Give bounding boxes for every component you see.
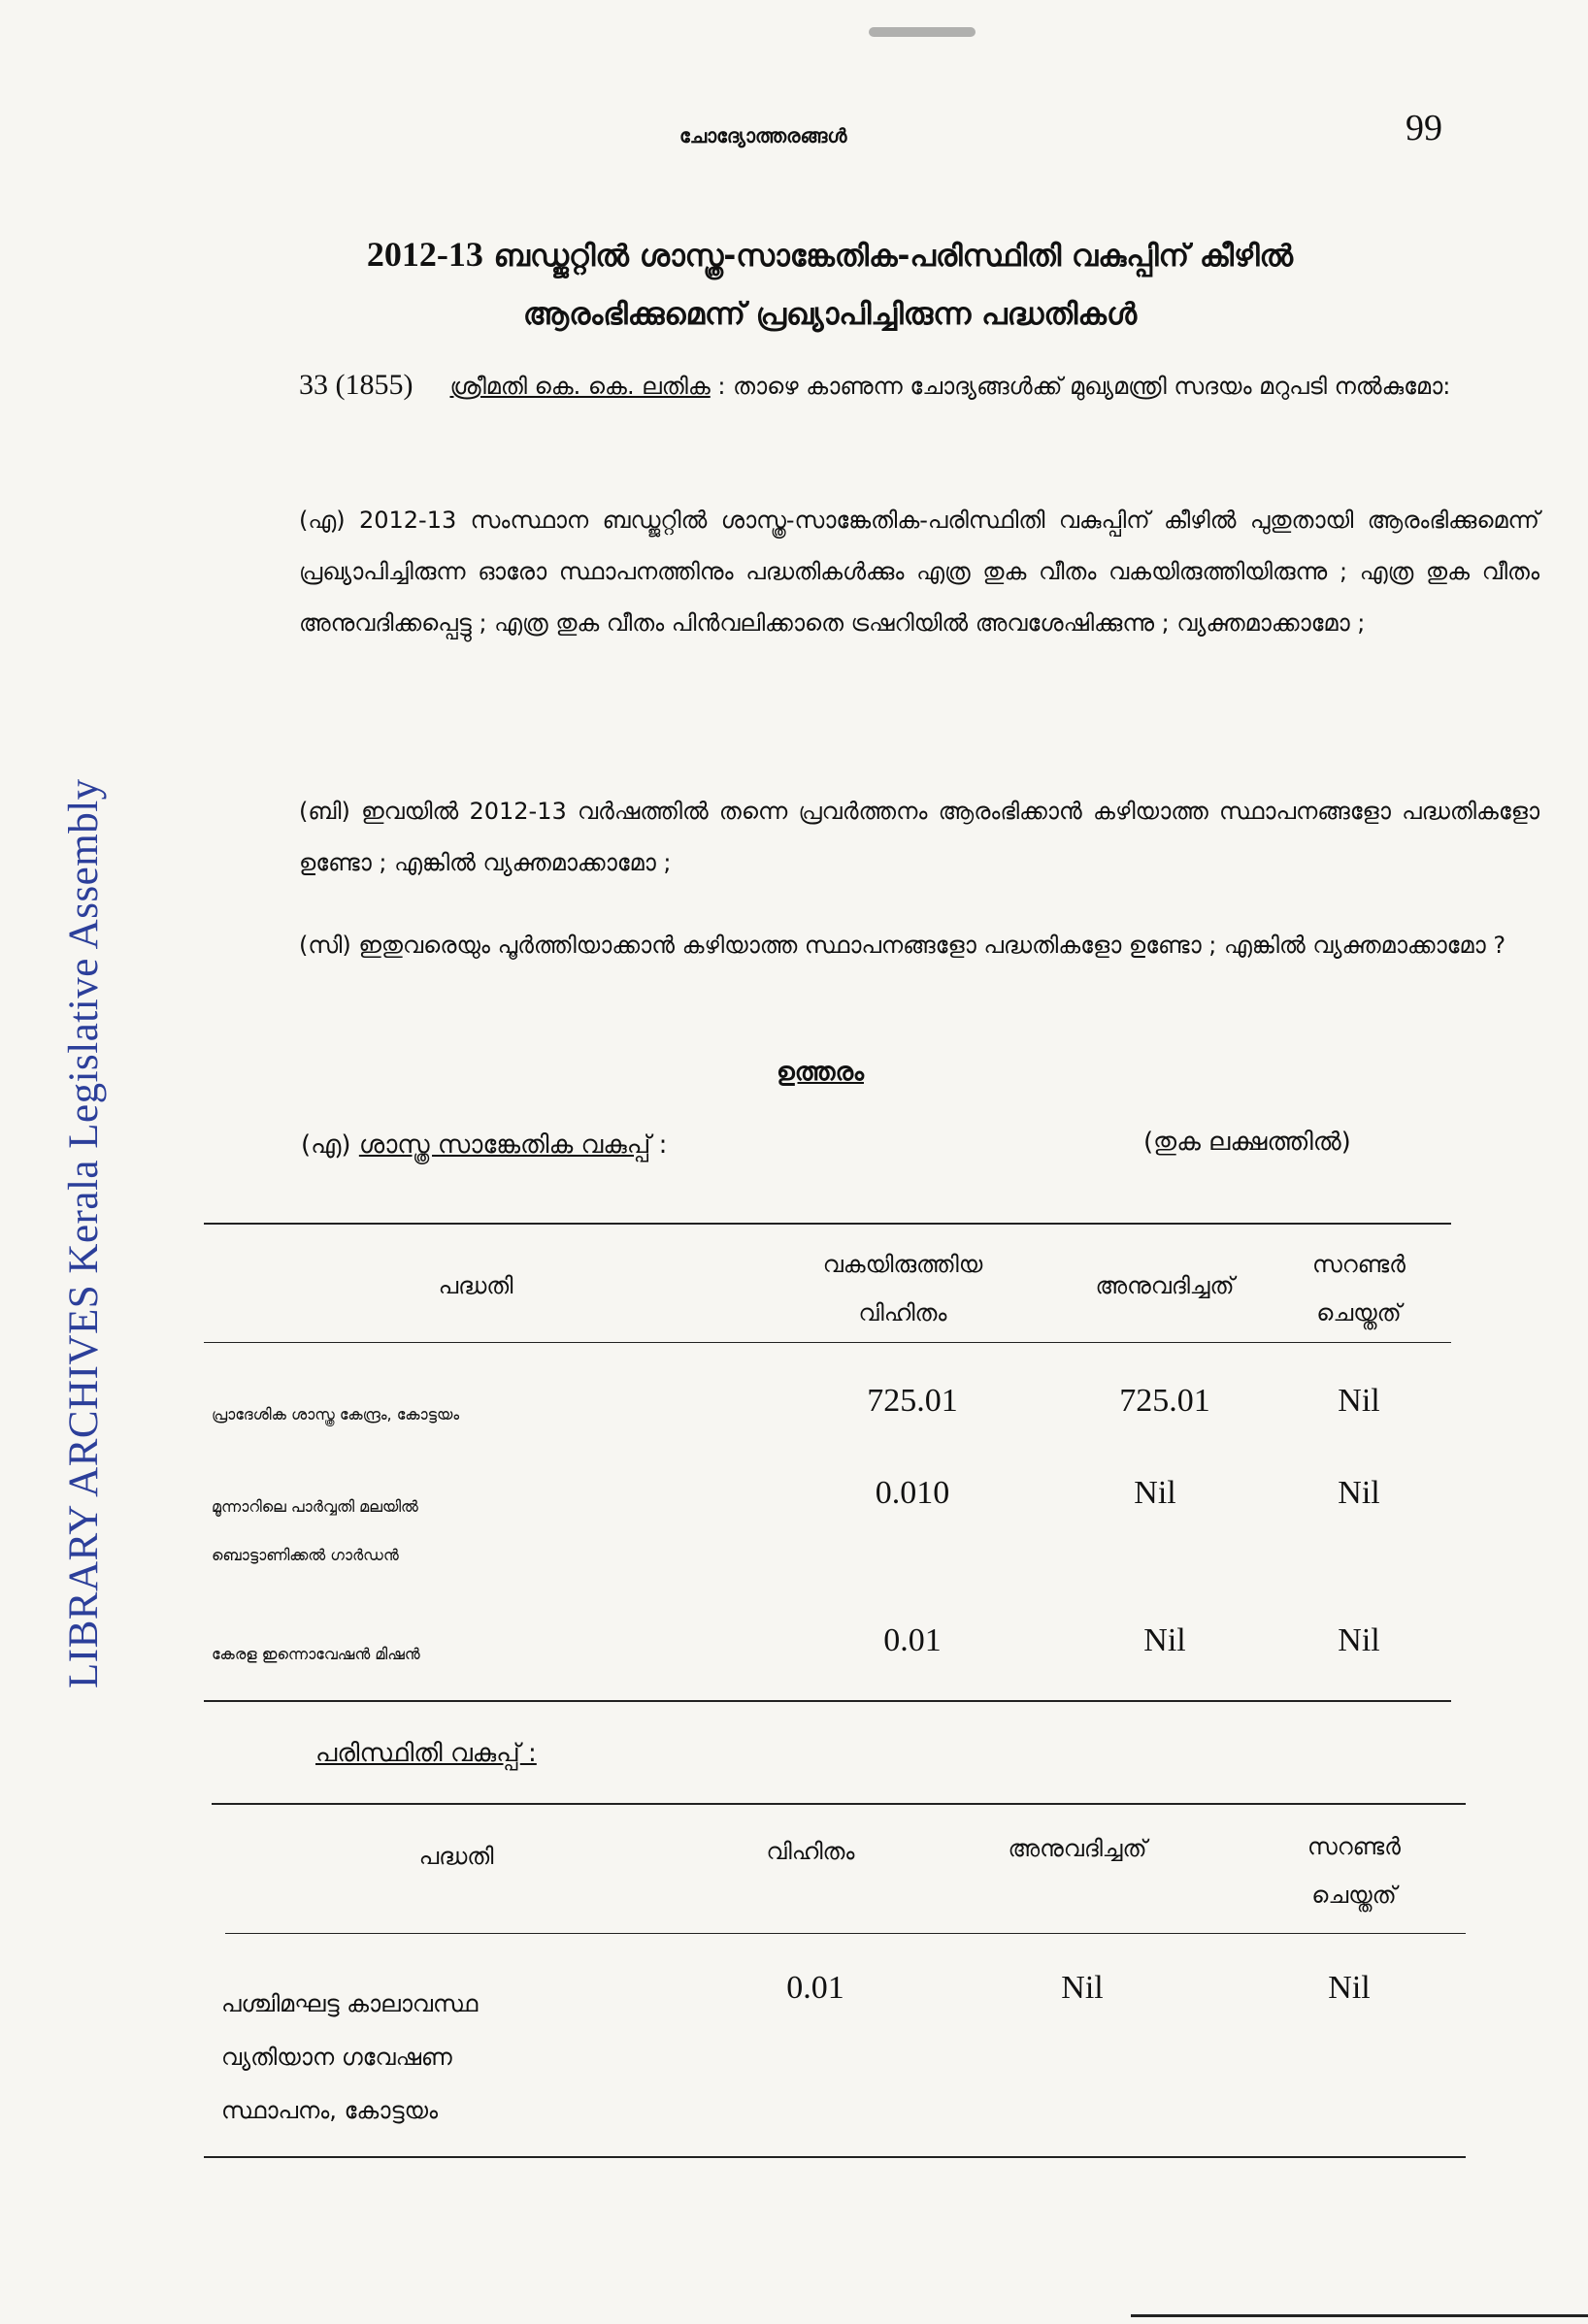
unit-note: (തുക ലക്ഷത്തിൽ) xyxy=(1143,1128,1351,1157)
table1-header-allocated-line1: വകയിരുത്തിയ xyxy=(822,1251,983,1278)
table1-row1-sanctioned: 725.01 xyxy=(1119,1383,1210,1419)
section-a-prefix: (എ) xyxy=(301,1130,359,1160)
table1-row1-scheme: പ്രാദേശിക ശാസ്ത്ര കേന്ദ്രം, കോട്ടയം xyxy=(212,1405,460,1424)
table1-header-sanctioned: അനുവദിച്ചത് xyxy=(1095,1272,1235,1299)
table1-header-scheme: പദ്ധതി xyxy=(438,1272,513,1299)
table2-header-scheme: പദ്ധതി xyxy=(418,1843,494,1870)
table2-bottom-rule xyxy=(204,2156,1466,2158)
archive-watermark: LIBRARY ARCHIVES Kerala Legislative Assembly xyxy=(61,778,107,1688)
table2-header-allocated: വിഹിതം xyxy=(766,1838,855,1865)
table1-row3-sanctioned: Nil xyxy=(1143,1622,1186,1658)
question-intro-text: : താഴെ കാണുന്ന ചോദ്യങ്ങൾക്ക് മുഖ്യമന്ത്രി സദയം മറുപടി നൽകുമോ: xyxy=(710,373,1451,400)
table2-row1-scheme xyxy=(221,1978,687,2138)
table1-row1-surrendered: Nil xyxy=(1338,1383,1380,1419)
section-b-department: പരിസ്ഥിതി വകുപ്പ് xyxy=(315,1739,520,1768)
table1-header-surrendered xyxy=(1262,1240,1456,1337)
question-number: 33 (1855) xyxy=(299,369,414,401)
table2-top-rule xyxy=(212,1803,1466,1805)
section-a-department: ശാസ്ത്ര സാങ്കേതിക വകുപ്പ് xyxy=(358,1130,651,1160)
question-part-b: (ബി) ഇവയിൽ 2012-13 വർഷത്തിൽ തന്നെ പ്രവർത്തനം ആരംഭിക്കാൻ കഴിയാത്ത സ്ഥാപനങ്ങളോ പദ്ധതികളോ ഉണ്ടോ ; എങ്കിൽ വ്യക്തമാക്കാമോ ; xyxy=(299,798,1539,876)
table1-top-rule xyxy=(204,1223,1451,1225)
answer-heading: ഉത്തരം xyxy=(777,1058,864,1087)
document-title xyxy=(199,225,1461,344)
scan-artifact xyxy=(869,27,976,37)
table1-row3-scheme: കേരള ഇന്നൊവേഷൻ മിഷൻ xyxy=(212,1645,420,1663)
table1-header-surrendered-line1: സറണ്ടർ xyxy=(1312,1251,1406,1278)
table2-row1-surrendered: Nil xyxy=(1328,1970,1371,2006)
table1-header-allocated xyxy=(757,1240,1048,1337)
title-line-1 xyxy=(199,225,1461,285)
title-line-1-text: ബഡ്ജറ്റിൽ ശാസ്ത്ര-സാങ്കേതിക-പരിസ്ഥിതി വകുപ്പിന് കീഴിൽ xyxy=(482,239,1294,274)
table1-header-allocated-line2: വിഹിതം xyxy=(858,1299,947,1326)
table1-row2-sanctioned: Nil xyxy=(1134,1475,1176,1511)
table2-header-sanctioned: അനുവദിച്ചത് xyxy=(1008,1835,1147,1862)
table2-row1-scheme-line3: സ്ഥാപനം, കോട്ടയം xyxy=(221,2097,439,2124)
table1-bottom-rule xyxy=(204,1700,1451,1702)
member-name: ശ്രീമതി കെ. കെ. ലതിക xyxy=(449,373,711,400)
page-edge-rule xyxy=(1131,2314,1588,2317)
table2-row1-sanctioned: Nil xyxy=(1061,1970,1104,2006)
question-part-a: (എ) 2012-13 സംസ്ഥാന ബഡ്ജറ്റിൽ ശാസ്ത്ര-സാങ്കേതിക-പരിസ്ഥിതി വകുപ്പിന് കീഴിൽ പുതുതായി ആരംഭിക്കുമെന്ന് പ്രഖ്യാപിച്ചിരുന്ന ഓരോ സ്ഥാപനത്തിനും പദ്ധതികൾക്കും എത്ര തുക വീതം വകയിരുത്തിയിരുന്നു ; എത്ര തുക വീതം അനുവദിക്കപ്പെട്ടു ; എത്ര തുക വീതം പിൻവലിക്കാതെ ട്രഷറിയിൽ അവശേഷിക്കുന്നു ; വ്യക്തമാക്കാമോ ; xyxy=(299,507,1539,637)
question-intro xyxy=(212,359,1539,412)
section-b-colon: : xyxy=(519,1739,537,1768)
table2-header-surrendered-line1: സറണ്ടർ xyxy=(1307,1833,1401,1860)
section-a-label xyxy=(301,1130,667,1161)
table1-header-surrendered-line2: ചെയ്തത് xyxy=(1316,1299,1402,1326)
table1-row3-allocated: 0.01 xyxy=(883,1622,942,1658)
table1-row1-allocated: 725.01 xyxy=(867,1383,958,1419)
table1-row2-scheme-line2: ബൊട്ടാണിക്കൽ ഗാർഡൻ xyxy=(212,1546,399,1564)
table1-row2-surrendered: Nil xyxy=(1338,1475,1380,1511)
question-part-c: (സി) ഇതുവരെയും പൂർത്തിയാക്കാൻ കഴിയാത്ത സ്ഥാപനങ്ങളോ പദ്ധതികളോ ഉണ്ടോ ; എങ്കിൽ വ്യക്തമാക്കാമോ ? xyxy=(299,932,1506,959)
page-number: 99 xyxy=(1406,108,1442,148)
section-a-colon: : xyxy=(650,1130,668,1160)
table2-row1-scheme-line2: വ്യതിയാന ഗവേഷണ xyxy=(221,2044,452,2071)
table1-row2-allocated: 0.010 xyxy=(875,1475,950,1511)
table2-header-surrendered-line2: ചെയ്തത് xyxy=(1311,1882,1397,1909)
table1-row2-scheme-line1: മൂന്നാറിലെ പാർവ്വതി മലയിൽ xyxy=(212,1497,418,1516)
table1-row2-scheme xyxy=(212,1483,775,1580)
title-year: 2012-13 xyxy=(366,235,483,274)
section-b-label xyxy=(315,1739,537,1769)
table2-header-rule xyxy=(225,1933,1466,1934)
title-line-2: ആരംഭിക്കുമെന്ന് പ്രഖ്യാപിച്ചിരുന്ന പദ്ധതികൾ xyxy=(522,297,1138,332)
table2-row1-scheme-line1: പശ്ചിമഘട്ട കാലാവസ്ഥ xyxy=(221,1990,479,2017)
table1-header-rule xyxy=(204,1342,1451,1343)
table1-row3-surrendered: Nil xyxy=(1338,1622,1380,1658)
running-head: ചോദ്യോത്തരങ്ങൾ xyxy=(679,124,847,147)
table2-row1-allocated: 0.01 xyxy=(786,1970,844,2006)
table2-header-surrendered xyxy=(1252,1822,1456,1919)
